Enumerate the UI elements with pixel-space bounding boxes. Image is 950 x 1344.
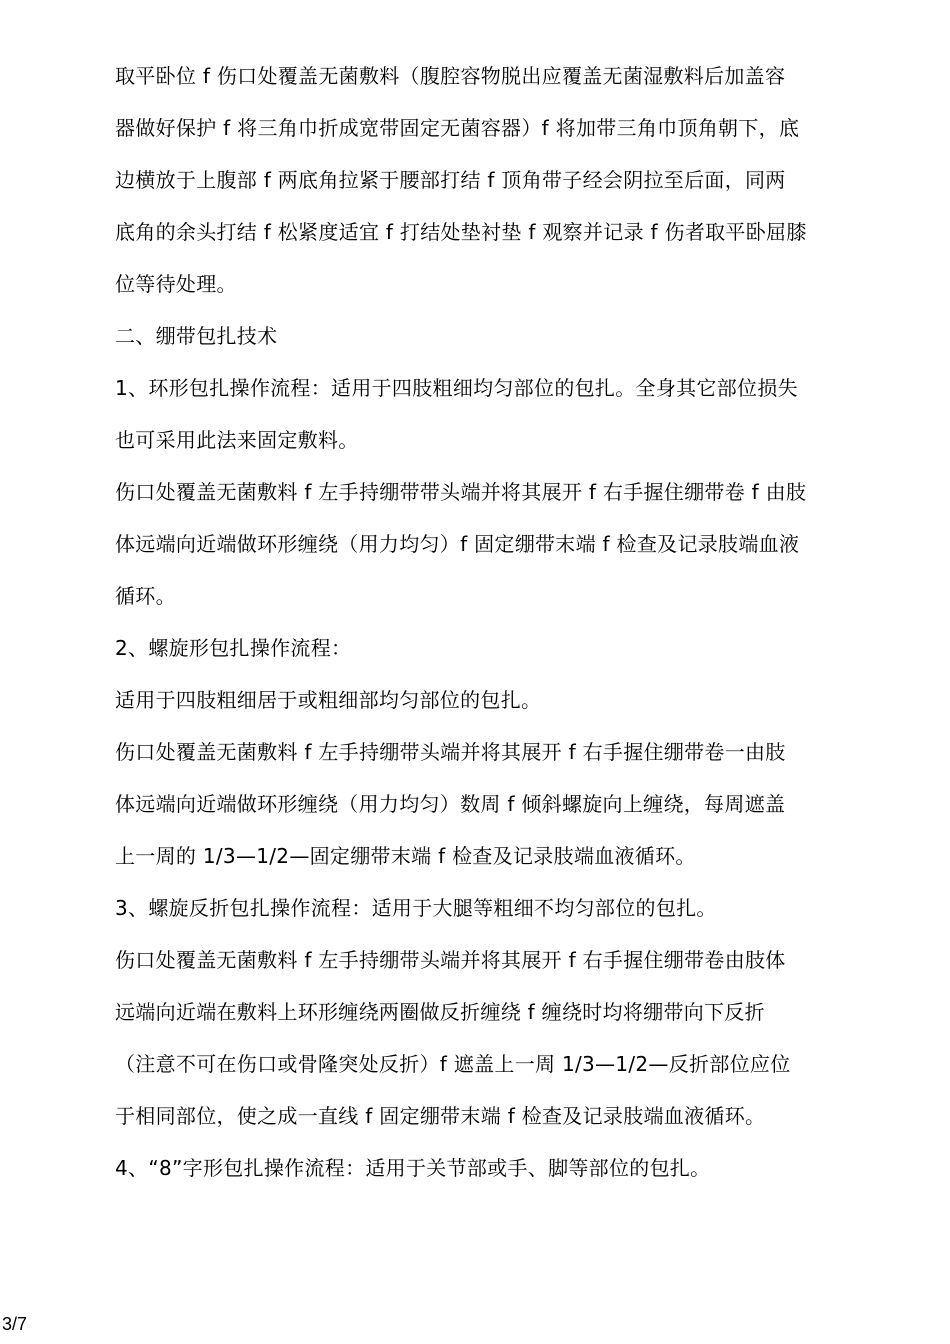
text-line: 伤口处覆盖无菌敷料 f 左手持绷带头端并将其展开 f 右手握住绷带卷由肢体 [115, 948, 786, 972]
text-line: 取平卧位 f 伤口处覆盖无菌敷料（腹腔容物脱出应覆盖无菌湿敷料后加盖容 [115, 64, 786, 88]
text-line: 3、螺旋反折包扎操作流程：适用于大腿等粗细不均匀部位的包扎。 [115, 896, 717, 920]
text-line: 位等待处理。 [115, 272, 237, 296]
text-line: 底角的余头打结 f 松紧度适宜 f 打结处垫衬垫 f 观察并记录 f 伤者取平卧屈膝 [115, 220, 807, 244]
text-line: 1、环形包扎操作流程：适用于四肢粗细均匀部位的包扎。全身其它部位损失 [115, 376, 798, 400]
text-line: 也可采用此法来固定敷料。 [115, 428, 359, 452]
text-line: 体远端向近端做环形缠绕（用力均匀）f 固定绷带末端 f 检查及记录肢端血液 [115, 532, 800, 556]
text-line: 4、“8”字形包扎操作流程：适用于关节部或手、脚等部位的包扎。 [115, 1156, 711, 1180]
text-line: 2、螺旋形包扎操作流程： [115, 636, 352, 660]
text-line: （注意不可在伤口或骨隆突处反折）f 遮盖上一周 1/3—1/2—反折部位应位 [115, 1052, 791, 1076]
page-number: 3/7 [2, 1314, 28, 1334]
text-line: 伤口处覆盖无菌敷料 f 左手持绷带头端并将其展开 f 右手握住绷带卷一由肢 [115, 740, 786, 764]
text-line: 伤口处覆盖无菌敷料 f 左手持绷带带头端并将其展开 f 右手握住绷带卷 f 由肢 [115, 480, 807, 504]
text-line: 体远端向近端做环形缠绕（用力均匀）数周 f 倾斜螺旋向上缠绕，每周遮盖 [115, 792, 786, 816]
text-line: 器做好保护 f 将三角巾折成宽带固定无菌容器）f 将加带三角巾顶角朝下，底 [115, 116, 800, 140]
text-line: 循环。 [115, 584, 176, 608]
document-body [115, 50, 840, 1194]
text-line: 远端向近端在敷料上环形缠绕两圈做反折缠绕 f 缠绕时均将绷带向下反折 [115, 1000, 765, 1024]
text-line: 于相同部位，使之成一直线 f 固定绷带末端 f 检查及记录肢端血液循环。 [115, 1104, 766, 1128]
section-heading: 二、绷带包扎技术 [115, 324, 278, 348]
text-line: 适用于四肢粗细居于或粗细部均匀部位的包扎。 [115, 688, 542, 712]
text-line: 边横放于上腹部 f 两底角拉紧于腰部打结 f 顶角带子经会阴拉至后面，同两 [115, 168, 786, 192]
text-line: 上一周的 1/3—1/2—固定绷带末端 f 检查及记录肢端血液循环。 [115, 844, 696, 868]
